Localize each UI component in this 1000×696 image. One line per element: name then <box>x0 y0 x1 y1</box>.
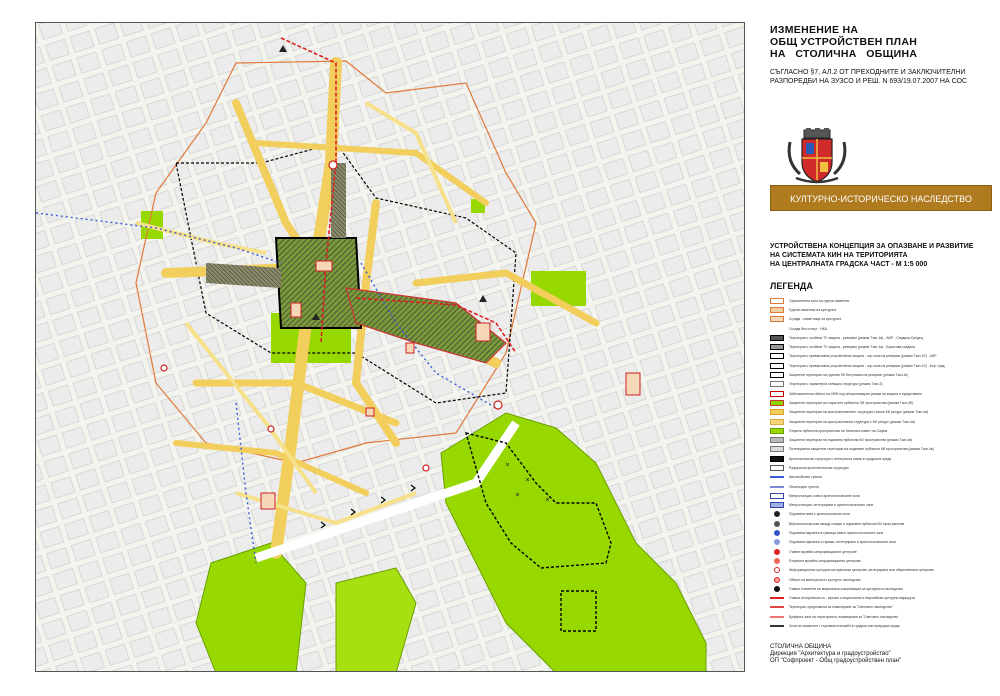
city-center-map <box>36 23 745 672</box>
legend-item <box>770 547 992 556</box>
legend-label: Етерични музейно-информационни центрове <box>789 558 861 563</box>
legend-label: Главни музейно-информационни центрове <box>789 549 857 554</box>
legend-item <box>770 463 992 472</box>
legend-swatch <box>770 476 784 478</box>
legend-label: Потенциални защитени територии на подземни публични КИ пространства (режим Тзкн-4в) <box>789 447 934 452</box>
legend-item <box>770 342 992 351</box>
serdika-reserve <box>276 238 361 328</box>
subtitle-line-1: СЪГЛАСНО §7, АЛ.2 ОТ ПРЕХОДНИТЕ И ЗАКЛЮЧИТЕЛНИ <box>770 69 966 76</box>
legend-label: Автомобилни тунели <box>789 475 822 480</box>
plan-title <box>770 24 917 60</box>
legend-swatch <box>770 409 784 415</box>
legend-swatch <box>770 502 784 508</box>
legend-item <box>770 380 992 389</box>
title-line-2: ОБЩ УСТРОЙСТВЕН ПЛАН <box>770 36 918 48</box>
legend-label: Територии с особена ТУ защита - резерват (режим Тзкн-1а) - Борисова градина <box>789 345 916 350</box>
sofia-coat-of-arms-icon <box>782 128 852 186</box>
legend-label: Открити публични пространства на Зелената памет на София <box>789 428 888 433</box>
legend-item <box>770 612 992 621</box>
legend-title: ЛЕГЕНДА <box>770 281 813 291</box>
legend-swatch <box>770 428 784 434</box>
legend-swatch <box>774 530 780 536</box>
legend-item <box>770 519 992 528</box>
legend-label: Вертикални връзки между спирки и подземни публични КИ пространства <box>789 521 905 526</box>
legend-item <box>770 566 992 575</box>
legend-swatch <box>774 586 780 592</box>
legend-swatch <box>770 400 784 406</box>
legend-swatch <box>770 363 784 369</box>
legend-label: Подземни паркинги в граници извън археологическите зони <box>789 531 884 536</box>
legend-item <box>770 584 992 593</box>
legend-item <box>770 501 992 510</box>
legend-item <box>770 426 992 435</box>
legend-item <box>770 417 992 426</box>
legend-label: Метростанции, интегрирани в археологическите зони <box>789 503 874 508</box>
legend-item <box>770 538 992 547</box>
legend-item <box>770 445 992 454</box>
hatched-strip-north <box>331 163 346 238</box>
legend-swatch <box>774 539 780 545</box>
legend-swatch <box>770 353 784 359</box>
legend-swatch <box>770 437 784 443</box>
legend-swatch <box>770 344 784 350</box>
legend-label: Метростанции, извън археологическите зони <box>789 493 860 498</box>
concept-line-1: УСТРОЙСТВЕНА КОНЦЕПЦИЯ ЗА ОПАЗВАНЕ И РАЗВИТИЕ <box>770 243 974 250</box>
title-line-3: НА СТОЛИЧНА ОБЩИНА <box>770 48 918 60</box>
legend-item <box>770 398 992 407</box>
legend-swatch <box>770 465 784 471</box>
legend-swatch <box>770 597 784 599</box>
legend-item <box>770 556 992 565</box>
footer-directorate: Дирекция "Архитектура и градоустройство" <box>770 651 891 657</box>
legend-label: Подземни паркинги и гаражи, интегрирани в археологическите зони <box>789 540 897 545</box>
legend-swatch <box>774 567 780 573</box>
legend-label: Територии с превантивна устройствена защита - охр.зона на резерват (режим Тзкн-1б) - АИР <box>789 354 937 359</box>
legend-label: Разрушени археологически структури <box>789 465 849 470</box>
legend-swatch <box>770 335 784 341</box>
legend-label: Територии с характерна селищна структура (режим Тзкн-3) <box>789 382 883 387</box>
legend-swatch <box>770 381 784 387</box>
legend-label: Територии с особена ТУ защита - резерват (режим Тзкн-1а) - АИР - Сердика-Средец <box>789 335 923 340</box>
legend-swatch <box>770 372 784 378</box>
legend-swatch <box>770 606 784 608</box>
concept-line-3: НА ЦЕНТРАЛНАТА ГРАДСКА ЧАСТ - М 1:5 000 <box>770 261 928 268</box>
legend-swatch <box>770 493 784 499</box>
legend-swatch <box>770 316 784 322</box>
legend-swatch <box>770 419 784 425</box>
legend-item <box>770 361 992 370</box>
info-panel <box>760 22 992 672</box>
legend-item <box>770 305 992 314</box>
legend-swatch <box>770 456 784 462</box>
legend-swatch <box>770 307 784 313</box>
map-area[interactable] <box>35 22 745 672</box>
legend-swatch <box>774 577 780 583</box>
legend-label: Археологически структури с интегрална изява в градската среда <box>789 456 892 461</box>
legend-item <box>770 528 992 537</box>
legend-item <box>770 324 992 333</box>
legend-label: Информационни културно-исторически центрове, интегрирани във обществените центрове <box>789 568 934 573</box>
legend-item <box>770 333 992 342</box>
legend-swatch <box>770 326 784 332</box>
legend-label: Зона на занаятите / търговски изложби в градска или природна среда <box>789 624 900 629</box>
concept-line-2: НА СИСТЕМАТА КИН НА ТЕРИТОРИЯТА <box>770 252 908 259</box>
section-banner: КУЛТУРНО-ИСТОРИЧЕСКО НАСЛЕДСТВО <box>770 185 992 211</box>
legend-label: Защитени територии на пространствените структури с висок КИ ресурс (режим Тзкн-4а) <box>789 410 929 415</box>
legend-swatch <box>774 549 780 555</box>
legend-label: Сгради без статут - НКЦ <box>789 326 828 331</box>
legend-label: Защитени територии на подземни публични КИ пространства (режим Тзкн-4в) <box>789 438 913 443</box>
legend-label: Буферна зона на територията, номинирана за "Световно наследство" <box>789 614 900 619</box>
legend-item <box>770 575 992 584</box>
legend-swatch <box>774 511 780 517</box>
legend-item <box>770 482 992 491</box>
legend-item <box>770 473 992 482</box>
legend-label: Територии, предложени за номиниране за "Световно наследство" <box>789 605 894 610</box>
legend-item <box>770 389 992 398</box>
concept-title <box>770 242 973 269</box>
legend-label: Територии с превантивна устройствена защита - охр.зона на резерват (режим Тзкн-1б) - Бор. град. <box>789 363 946 368</box>
legend-swatch <box>770 298 784 304</box>
legend-swatch <box>770 486 784 488</box>
legend-label: Защитени територии на групови ПК без режим на резерват (режим Тзкн-1в) <box>789 373 909 378</box>
legend-item <box>770 454 992 463</box>
legend-label: Сгради - паметници на културата <box>789 317 842 322</box>
legend-label: Защитени територии на пространствени структури с КИ ресурс (режим Тзкн-4в) <box>789 419 915 424</box>
legend-item <box>770 491 992 500</box>
legend-label: Главна историческа ос - връзки с национални и европейски културни маршрути <box>789 596 916 601</box>
legend-label: Главни елементи на визуалната комуникация за културното наследство <box>789 586 903 591</box>
legend-item <box>770 370 992 379</box>
legend-swatch <box>774 521 780 527</box>
plan-subtitle <box>770 68 967 86</box>
legend-label: Подземни нива с археологически зони <box>789 512 850 517</box>
legend-item <box>770 603 992 612</box>
footer-office: ОП "Софпроект - Общ градоустройствен план" <box>770 658 902 664</box>
legend-item <box>770 408 992 417</box>
legend-label: Охранителна зона на групов паметник <box>789 298 850 303</box>
legend-swatch <box>770 446 784 452</box>
legend-swatch <box>770 625 784 627</box>
legend-swatch <box>770 391 784 397</box>
legend-label: Защитени територии на откритите публични ЗИ пространства (режим Тзкн-4б) <box>789 400 913 405</box>
legend-item <box>770 435 992 444</box>
legend-label: Обекти на минералното културно наследство <box>789 577 861 582</box>
footer-municipality: СТОЛИЧНА ОБЩИНА <box>770 644 832 650</box>
legend-swatch <box>774 558 780 564</box>
legend-label: Групов паметник на културата <box>789 307 837 312</box>
legend-list <box>770 296 992 631</box>
legend-item <box>770 315 992 324</box>
legend-item <box>770 510 992 519</box>
legend-item <box>770 621 992 630</box>
subtitle-line-2: РАЗПОРЕДБИ НА ЗУЗСО И РЕШ. N 693/19.07.2007 НА СОС <box>770 78 967 85</box>
legend-label: Забележителни обекти на ОВН под специализиран режим на защита и представяне <box>789 391 922 396</box>
legend-swatch <box>770 616 784 618</box>
footer <box>770 644 992 665</box>
title-line-1: ИЗМЕНЕНИЕ НА <box>770 24 859 36</box>
legend-item <box>770 352 992 361</box>
legend-label: Пешеходни тунели <box>789 484 819 489</box>
legend-item <box>770 594 992 603</box>
legend-item <box>770 296 992 305</box>
